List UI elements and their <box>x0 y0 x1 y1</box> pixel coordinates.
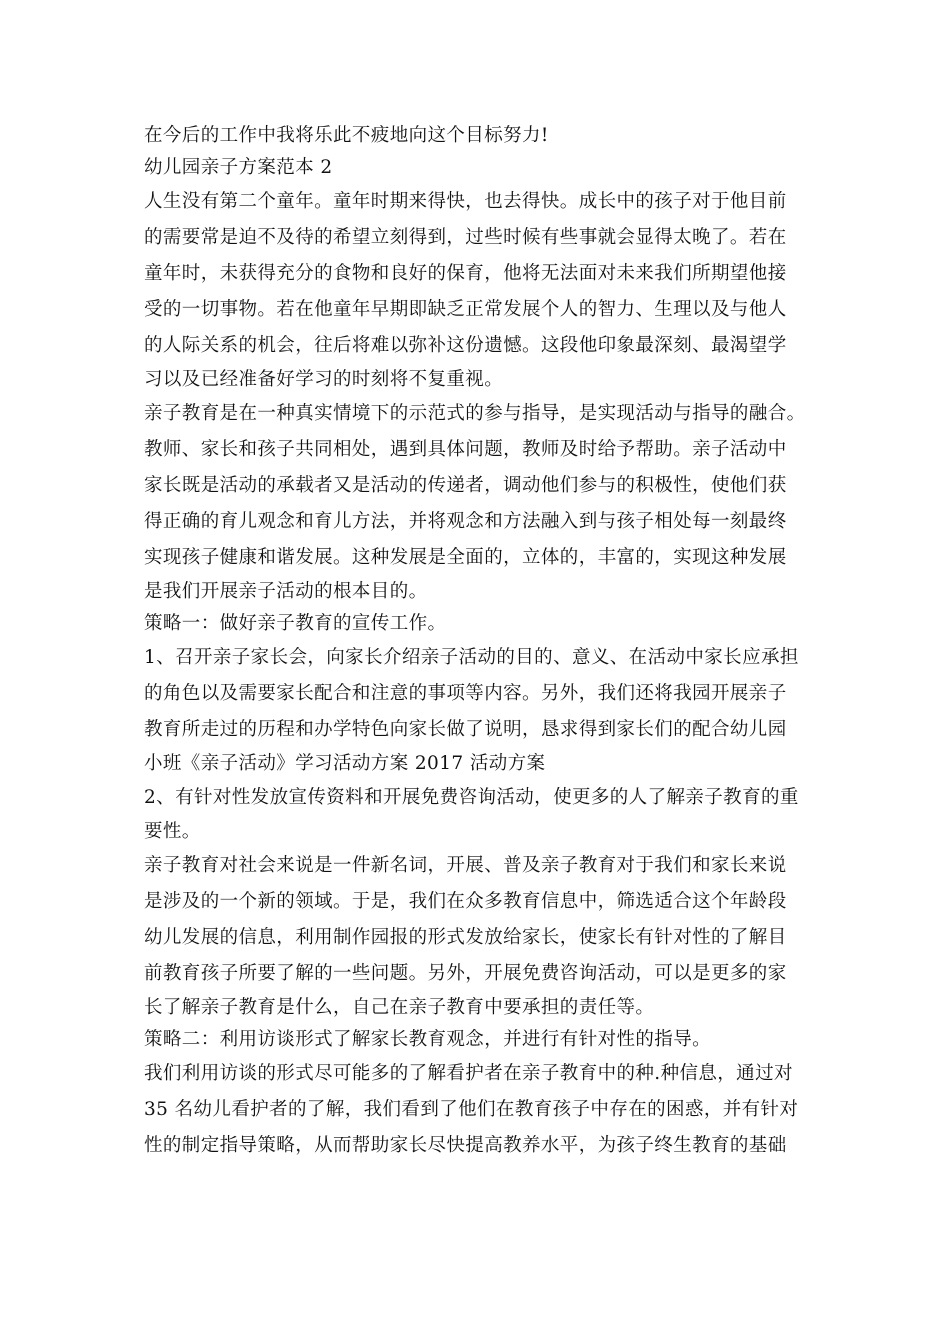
paragraph-line: 幼儿发展的信息，利用制作园报的形式发放给家长，使家长有针对性的了解目 <box>144 927 787 948</box>
paragraph-line: 性的制定指导策略，从而帮助家长尽快提高教养水平，为孩子终生教育的基础 <box>144 1135 787 1156</box>
paragraph-line: 长了解亲子教育是什么，自己在亲子教育中要承担的责任等。 <box>144 997 655 1018</box>
paragraph-line: 亲子教育对社会来说是一件新名词，开展、普及亲子教育对于我们和家长来说 <box>144 855 787 876</box>
paragraph-line: 前教育孩子所要了解的一些问题。另外，开展免费咨询活动，可以是更多的家 <box>144 963 787 984</box>
paragraph-line: 教育所走过的历程和办学特色向家长做了说明，恳求得到家长们的配合幼儿园 <box>144 719 787 740</box>
paragraph-line: 是涉及的一个新的领域。于是，我们在众多教育信息中，筛选适合这个年龄段 <box>144 891 787 912</box>
paragraph-line: 人生没有第二个童年。童年时期来得快，也去得快。成长中的孩子对于他目前 <box>144 191 787 212</box>
paragraph-line: 亲子教育是在一种真实情境下的示范式的参与指导，是实现活动与指导的融合。 <box>144 403 806 424</box>
paragraph-line: 习以及已经准备好学习的时刻将不复重视。 <box>144 369 504 390</box>
paragraph-line: 35 名幼儿看护者的了解，我们看到了他们在教育孩子中存在的困惑，并有针对 <box>144 1099 799 1120</box>
paragraph-line: 家长既是活动的承载者又是活动的传递者，调动他们参与的积极性，使他们获 <box>144 475 787 496</box>
strategy-heading: 策略二：利用访谈形式了解家长教育观念，并进行有针对性的指导。 <box>144 1029 712 1050</box>
paragraph-line: 得正确的育儿观念和育儿方法，并将观念和方法融入到与孩子相处每一刻最终 <box>144 511 787 532</box>
paragraph-line: 2、有针对性发放宣传资料和开展免费咨询活动，使更多的人了解亲子教育的重 <box>144 787 799 808</box>
strategy-heading: 策略一：做好亲子教育的宣传工作。 <box>144 613 447 634</box>
paragraph-line: 小班《亲子活动》学习活动方案 2017 活动方案 <box>144 753 546 774</box>
paragraph-line: 的需要常是迫不及待的希望立刻得到，过些时候有些事就会显得太晚了。若在 <box>144 227 787 248</box>
document-body <box>144 120 824 1164</box>
paragraph-line: 童年时，未获得充分的食物和良好的保育，他将无法面对未来我们所期望他接 <box>144 263 787 284</box>
paragraph-line: 实现孩子健康和谐发展。这种发展是全面的，立体的，丰富的，实现这种发展 <box>144 547 787 568</box>
paragraph-line: 的角色以及需要家长配合和注意的事项等内容。另外，我们还将我园开展亲子 <box>144 683 787 704</box>
paragraph-line: 在今后的工作中我将乐此不疲地向这个目标努力! <box>144 125 549 146</box>
section-heading: 幼儿园亲子方案范本 2 <box>144 157 333 178</box>
paragraph-line: 要性。 <box>144 821 201 842</box>
paragraph-line: 我们利用访谈的形式尽可能多的了解看护者在亲子教育中的种.种信息，通过对 <box>144 1063 793 1084</box>
paragraph-line: 1、召开亲子家长会，向家长介绍亲子活动的目的、意义、在活动中家长应承担 <box>144 647 799 668</box>
paragraph-line: 的人际关系的机会，往后将难以弥补这份遗憾。这段他印象最深刻、最渴望学 <box>144 335 787 356</box>
paragraph-line: 是我们开展亲子活动的根本目的。 <box>144 581 428 602</box>
paragraph-line: 受的一切事物。若在他童年早期即缺乏正常发展个人的智力、生理以及与他人 <box>144 299 787 320</box>
paragraph-line: 教师、家长和孩子共同相处，遇到具体问题，教师及时给予帮助。亲子活动中 <box>144 439 787 460</box>
